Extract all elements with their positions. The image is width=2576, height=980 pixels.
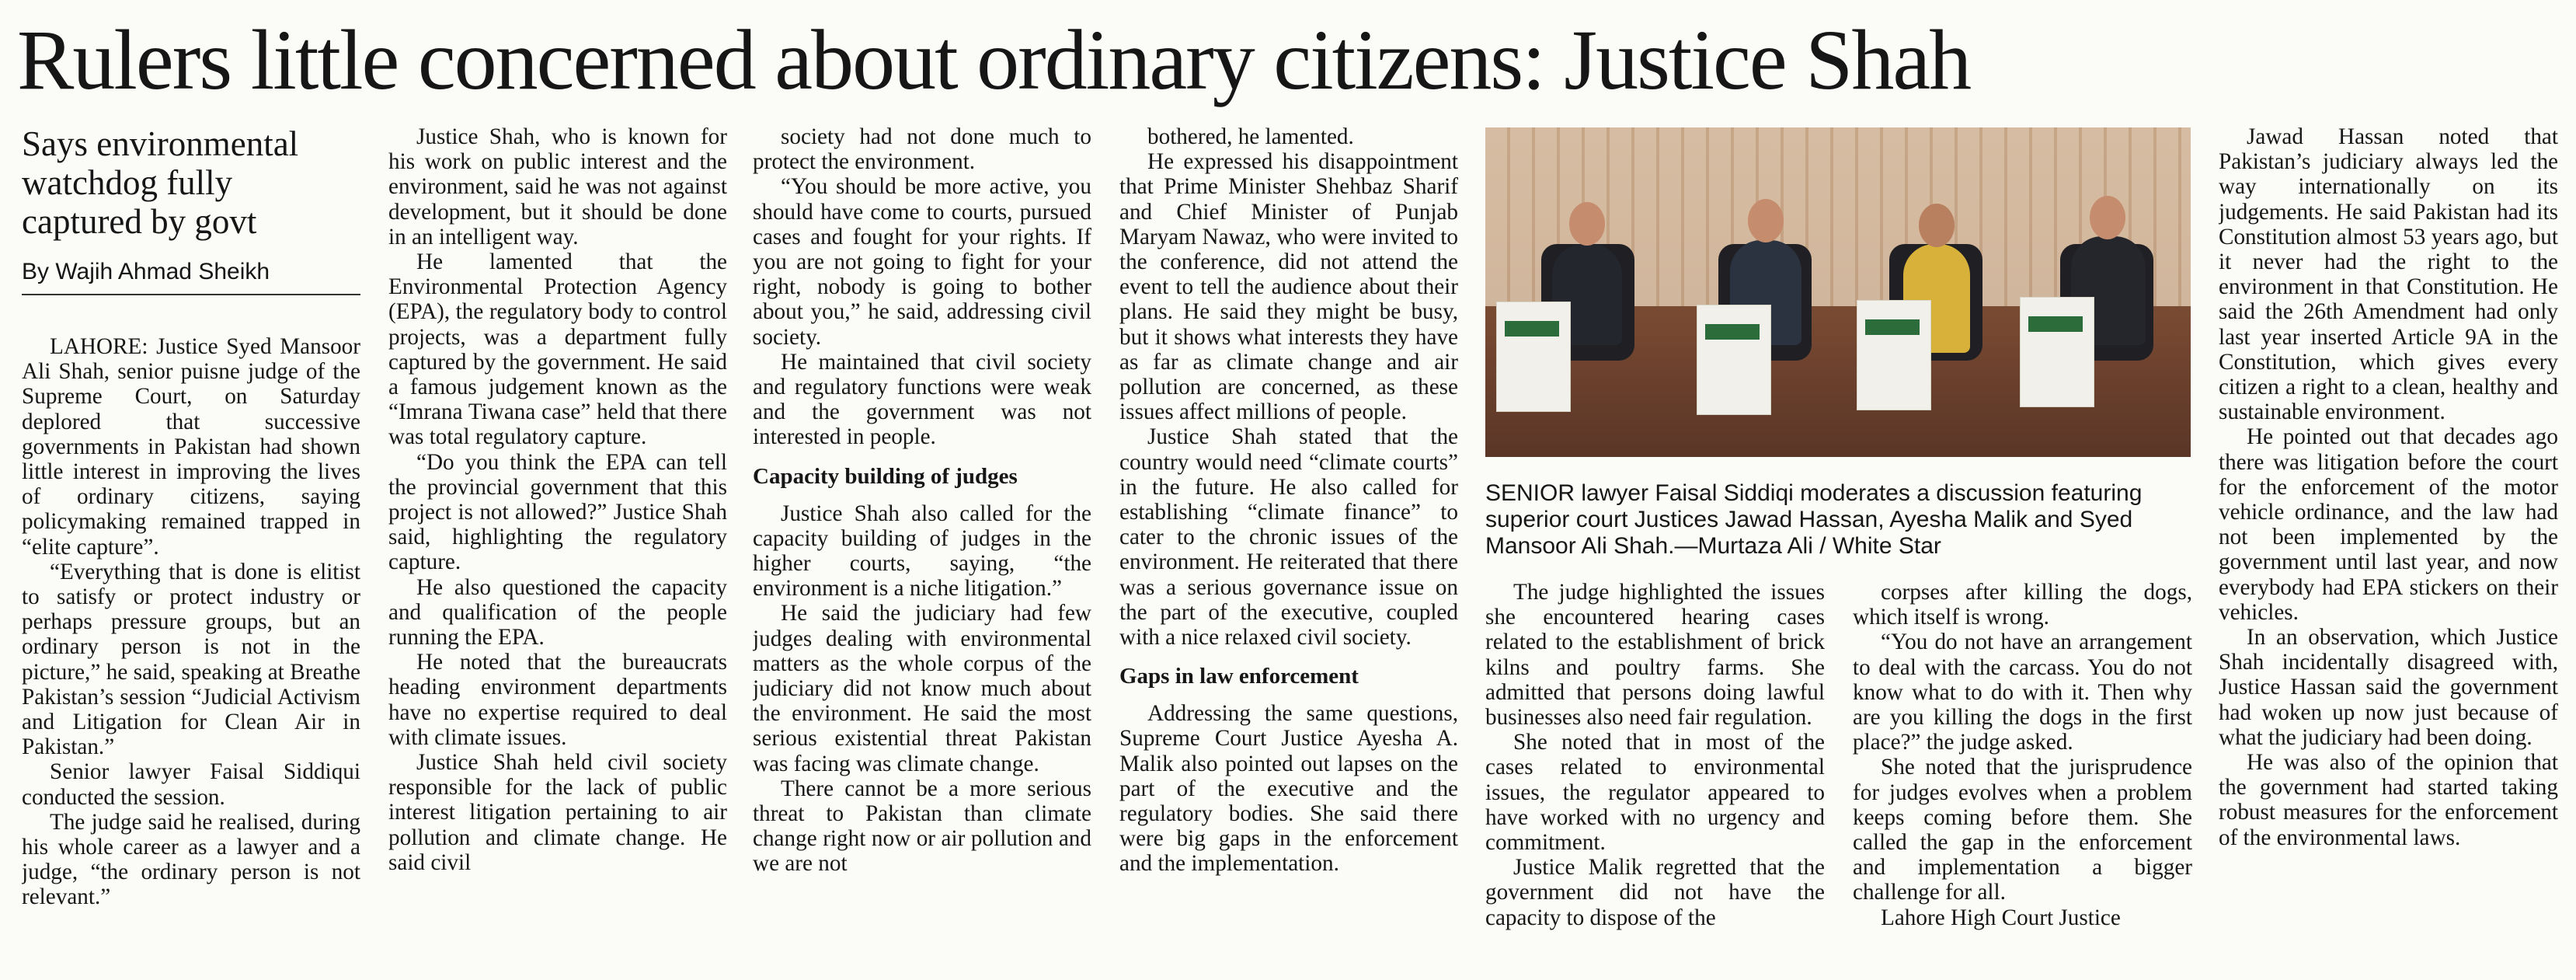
article-column-7 bbox=[2219, 124, 2558, 978]
podium bbox=[1857, 300, 1931, 410]
paragraph: society had not done much to protect the environment. bbox=[753, 124, 1091, 175]
paragraph: He was also of the opinion that the government had started taking robust measures for the enforcement of the environmental laws. bbox=[2219, 750, 2558, 850]
podium bbox=[2020, 297, 2094, 407]
paragraph: “You should be more active, you should have come to courts, pursued cases and fought for your rights. If you are not going to fight for your right, nobody is going to bother about you,” he said, addressing civil society. bbox=[753, 174, 1091, 350]
paragraph: He said the judiciary had few judges dealing with environmental matters as the whole corpus of the judiciary did not know much about the environment. He said the most serious existential threat Pakistan was facing was climate change. bbox=[753, 601, 1091, 776]
paragraph: Lahore High Court Justice bbox=[1881, 905, 2121, 930]
paragraph: He lamented that the Environmental Protection Agency (EPA), the regulatory body to control projects, was a department fully captured by the government. He said a famous judgement known as the “Imrana Tiwana case” held that there was total regulatory capture. bbox=[388, 249, 727, 450]
article-column-2 bbox=[388, 124, 727, 978]
article-column-4 bbox=[1119, 124, 1458, 978]
paragraph: He pointed out that decades ago there was litigation before the court for the enforcement of the motor vehicle ordinance, and the law had not been implemented by the government until last year, and now everybody had EPA stickers on their vehicles. bbox=[2219, 424, 2558, 625]
podium bbox=[1697, 305, 1771, 415]
paragraph: He expressed his disappointment that Prime Minister Shehbaz Sharif and Chief Minister of Punjab Maryam Nawaz, who were invited to the conference, did not attend the event to tell the audience about their plans. He said they might be busy, but it shows what interests they have as far as climate change and air pollution are concerned, as these issues affect millions of people. bbox=[1119, 149, 1458, 425]
paragraph: Justice Shah also called for the capacity building of judges in the higher courts, saying, “the environment is a niche litigation.” bbox=[753, 500, 1091, 602]
article-column-1 bbox=[22, 124, 360, 978]
paragraph: He noted that the bureaucrats heading environment departments have no expertise required to deal with climate issues. bbox=[388, 650, 727, 750]
paragraph: LAHORE: Justice Syed Mansoor Ali Shah, senior puisne judge of the Supreme Court, on Saturday deplored that successive governments in Pakistan had shown little interest in improving the lives of ordinary citizens, saying policymaking remained trapped in “elite capture”. bbox=[22, 334, 360, 560]
paragraph: He also questioned the capacity and qualification of the people running the EPA. bbox=[388, 574, 727, 650]
subhead: Gaps in law enforcement bbox=[1119, 664, 1359, 689]
paragraph: Justice Malik regretted that the government did not have the capacity to dispose of the bbox=[1485, 855, 1825, 930]
paragraph: Senior lawyer Faisal Siddiqui conducted the session. bbox=[22, 759, 360, 810]
panelist-head bbox=[2090, 196, 2125, 239]
panelist-head bbox=[1919, 204, 1955, 247]
breathe-pakistan-logo bbox=[1705, 324, 1760, 340]
paragraph: In an observation, which Justice Shah incidentally disagreed with, Justice Hassan said the government had woken up now just because of what the judiciary had been doing. bbox=[2219, 625, 2558, 750]
breathe-pakistan-logo bbox=[1505, 321, 1559, 337]
breathe-pakistan-logo bbox=[1865, 319, 1920, 335]
article-column-6 bbox=[1853, 580, 2192, 978]
paragraph: Addressing the same questions, Supreme Court Justice Ayesha A. Malik also pointed out lapses on the part of the executive and the regulatory bodies. She said there were big gaps in the enforcement and the implementation. bbox=[1119, 701, 1458, 877]
paragraph: corpses after killing the dogs, which itself is wrong. bbox=[1853, 580, 2192, 630]
deck: Says environmental watchdog fully captured by govt bbox=[22, 124, 299, 241]
article-column-5 bbox=[1485, 580, 1825, 978]
paragraph: “Everything that is done is elitist to satisfy or protect industry or perhaps pressure groups, but an ordinary person is not in the picture,” he said, speaking at Breathe Pakistan’s session “Judicial Activism and Litigation for Clean Air in Pakistan.” bbox=[22, 559, 360, 760]
breathe-pakistan-logo bbox=[2028, 316, 2083, 332]
byline: By Wajih Ahmad Sheikh bbox=[22, 256, 360, 295]
subhead: Capacity building of judges bbox=[753, 463, 1018, 489]
paragraph: The judge said he realised, during his whole career as a lawyer and a judge, “the ordinary person is not relevant.” bbox=[22, 809, 360, 910]
paragraph: There cannot be a more serious threat to Pakistan than climate change right now or air pollution and we are not bbox=[753, 776, 1091, 877]
paragraph: She noted that in most of the cases related to environmental issues, the regulator appeared to have worked with no urgency and commitment. bbox=[1485, 730, 1825, 856]
paragraph: “You do not have an arrangement to deal with the carcass. You do not know what to do with it. Then why are you killing the dogs in the first place?” the judge asked. bbox=[1853, 630, 2192, 755]
paragraph: She noted that the jurisprudence for judges evolves when a problem keeps coming before them. She called the gap in the enforcement and implementation a bigger challenge for all. bbox=[1853, 755, 2192, 905]
paragraph: “Do you think the EPA can tell the provincial government that this project is not allowed?” Justice Shah said, highlighting the regulatory capture. bbox=[388, 449, 727, 575]
panel-discussion-photo bbox=[1485, 127, 2191, 457]
podium bbox=[1496, 302, 1571, 412]
paragraph: The judge highlighted the issues she encountered hearing cases related to the establishment of brick kilns and poultry farms. She admitted that persons doing lawful businesses also need fair regulation. bbox=[1485, 580, 1825, 731]
paragraph: He maintained that civil society and regulatory functions were weak and the government was not interested in people. bbox=[753, 349, 1091, 450]
photo-caption: SENIOR lawyer Faisal Siddiqi moderates a discussion featuring superior court Justices Jawad Hassan, Ayesha Malik and Syed Mansoor Ali Shah.—Murtaza Ali / White Star bbox=[1485, 480, 2143, 559]
paragraph: bothered, he lamented. bbox=[1147, 124, 1354, 149]
headline: Rulers little concerned about ordinary citizens: Justice Shah bbox=[17, 12, 1971, 107]
paragraph: Justice Shah held civil society responsible for the lack of public interest litigation pertaining to air pollution and climate change. He said civil bbox=[388, 750, 727, 875]
paragraph: Justice Shah stated that the country would need “climate courts” in the future. He also called for establishing “climate finance” to cater to the chronic issues of the environment. He reiterated that there was a serious governance issue on the part of the executive, coupled with a nice relaxed civil society. bbox=[1119, 424, 1458, 650]
paragraph: Jawad Hassan noted that Pakistan’s judiciary always led the way internationally on its judgements. He said Pakistan had its Constitution almost 53 years ago, but it never had the right to the environment in that Constitution. He said the 26th Amendment had only last year inserted Article 9A in the Constitution, which gives every citizen a right to a clean, healthy and sustainable environment. bbox=[2219, 124, 2558, 425]
article-column-3 bbox=[753, 124, 1091, 978]
paragraph: Justice Shah, who is known for his work on public interest and the environment, said he was not against development, but it should be done in an intelligent way. bbox=[388, 124, 727, 249]
panelist-head bbox=[1748, 199, 1784, 242]
panelist-head bbox=[1569, 202, 1605, 246]
